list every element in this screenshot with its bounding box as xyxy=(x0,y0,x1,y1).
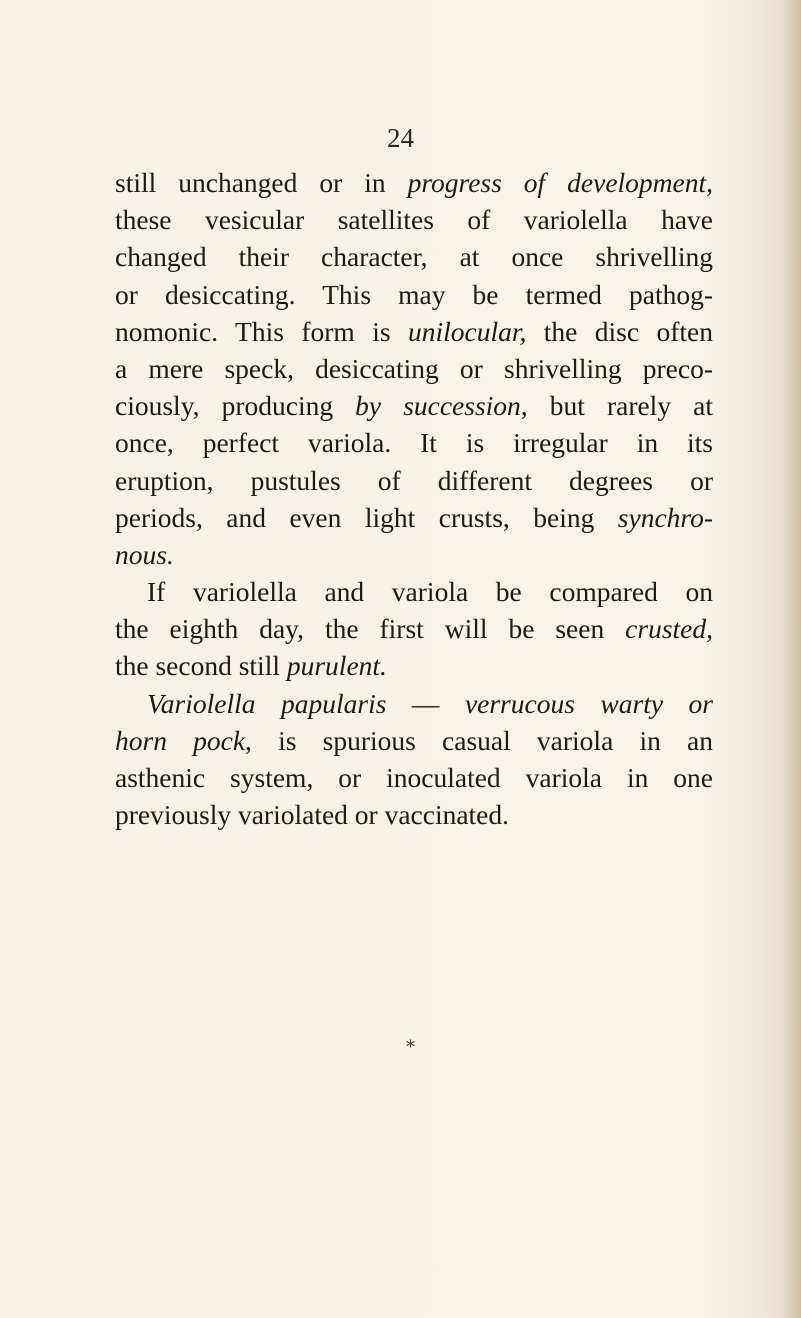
ornament-mark: ⁎ xyxy=(406,1031,415,1051)
text-line xyxy=(115,201,713,238)
text-run: is spurious casual variola in an xyxy=(251,724,713,756)
text-line xyxy=(115,164,713,201)
text-run: these vesicular satellites of variolella have xyxy=(115,204,713,236)
italic-run: verrucous warty or xyxy=(464,687,714,719)
italic-run: horn pock, xyxy=(115,724,252,756)
italic-run: unilocular, xyxy=(407,315,527,347)
text-line xyxy=(115,536,713,573)
text-run: — xyxy=(386,687,465,719)
text-line xyxy=(115,462,713,499)
text-run: once, perfect variola. It is irregular in its xyxy=(115,427,713,459)
text-run: still unchanged or in xyxy=(115,167,408,198)
text-run: but rarely at xyxy=(527,390,713,422)
italic-run: purulent. xyxy=(286,650,387,682)
page-number: 24 xyxy=(387,123,414,153)
text-line xyxy=(115,796,713,833)
text-line xyxy=(115,350,713,387)
text-line xyxy=(115,573,713,610)
italic-run: synchro- xyxy=(617,501,713,533)
text-run: eruption, pustules of different degrees or xyxy=(115,464,713,496)
text-line xyxy=(115,685,713,722)
text-run: previously variolated or vaccinated. xyxy=(115,799,510,831)
text-run: ciously, producing xyxy=(115,390,356,422)
text-run: nomonic. This form is xyxy=(115,315,408,347)
text-run: asthenic system, or inoculated variola in one xyxy=(115,762,713,793)
page-edge-shadow xyxy=(785,0,801,1318)
italic-run: by succession, xyxy=(355,390,528,422)
italic-run: Variolella papularis xyxy=(147,687,387,719)
body-text xyxy=(115,164,713,833)
text-run: or desiccating. This may be termed pathog- xyxy=(115,278,713,310)
text-run: the second still xyxy=(115,650,287,682)
text-run: a mere speck, desiccating or shrivelling preco- xyxy=(115,352,713,384)
text-run: the eighth day, the first will be seen xyxy=(115,613,626,645)
text-line xyxy=(115,647,713,684)
text-line xyxy=(115,313,713,350)
text-line xyxy=(115,759,713,796)
italic-run: progress of development, xyxy=(407,167,713,198)
italic-run: nous. xyxy=(115,538,174,570)
text-line xyxy=(115,238,713,275)
text-line xyxy=(115,424,713,461)
text-line xyxy=(115,610,713,647)
text-run: the disc often xyxy=(526,315,713,347)
text-run: If variolella and variola be compared on xyxy=(147,576,713,608)
text-run: changed their character, at once shrivelling xyxy=(115,241,713,273)
text-line xyxy=(115,276,713,313)
italic-run: crusted, xyxy=(625,613,713,645)
text-line xyxy=(115,499,713,536)
text-run: periods, and even light crusts, being xyxy=(115,501,618,533)
text-line xyxy=(115,722,713,759)
text-line xyxy=(115,387,713,424)
